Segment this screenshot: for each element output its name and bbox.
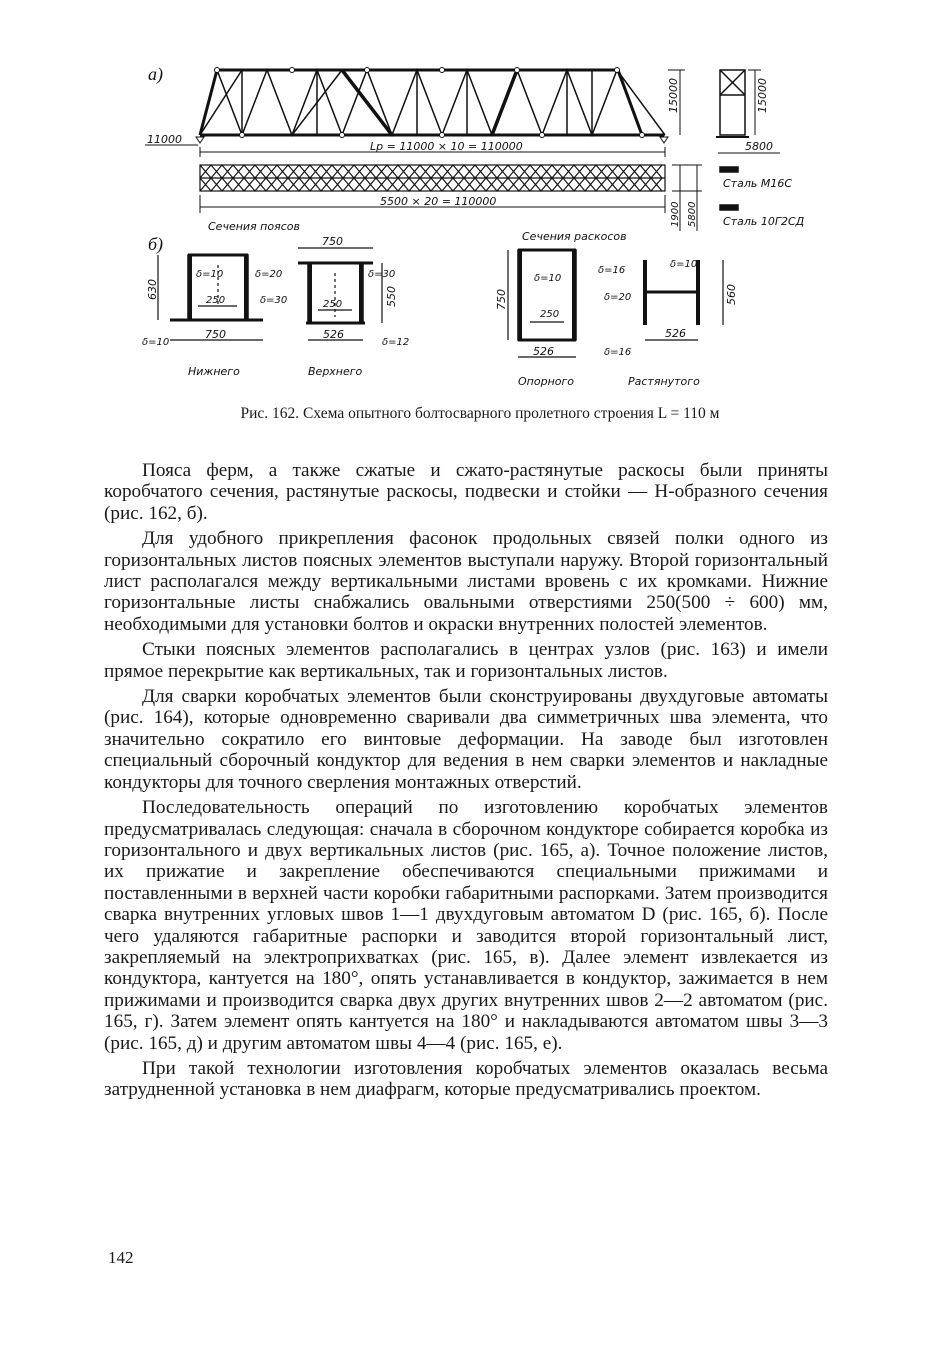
upper-chord-section	[298, 248, 382, 340]
lower-height-label: 630	[146, 279, 159, 300]
paragraph: При такой технологии изготовления коробчатых элементов оказалась весьма затрудненной установка в нем диафрагм, которые предусматривались проектом.	[104, 1057, 828, 1101]
support-height: 750	[495, 289, 508, 310]
lower-chord-name: Нижнего	[188, 365, 240, 378]
chord-sections-title: Сечения поясов	[208, 220, 300, 233]
paragraph: Стыки поясных элементов располагались в центрах узлов (рис. 163) и имели прямое перекрытие как вертикальных, так и горизонтальных листов.	[104, 639, 828, 682]
figure-162	[120, 55, 840, 400]
upper-chord-name: Верхнего	[308, 365, 363, 378]
tension-height: 560	[725, 284, 738, 305]
diagonal-sections-title: Сечения раскосов	[522, 230, 627, 243]
paragraph: Пояса ферм, а также сжатые и сжато-растянутые раскосы были приняты коробчатого сечения, растянутые раскосы, подвески и стойки — Н-образного сечения (рис. 162, б).	[104, 460, 828, 524]
tension-delta-web: δ=10	[670, 259, 698, 270]
side-width-label: 5800	[745, 140, 773, 153]
upper-width: 526	[323, 328, 344, 341]
dim-5800-label: 5800	[687, 201, 698, 227]
tension-diagonal-name: Растянутого	[628, 375, 700, 388]
side-height-label: 15000	[756, 78, 769, 113]
lower-delta-bottom: δ=10	[142, 337, 170, 348]
page-number: 142	[108, 1248, 134, 1267]
support-delta-bottom: δ=16	[604, 347, 632, 358]
support-diagonal-section	[508, 250, 576, 357]
dim-1900-label: 1900	[670, 201, 681, 227]
bracing-plan	[200, 165, 665, 191]
upper-delta-web: δ=30	[368, 269, 396, 280]
lower-delta-top: δ=10	[196, 269, 224, 280]
span-label: Lp = 11000 × 10 = 110000	[370, 140, 523, 153]
upper-delta-bottom: δ=12	[382, 337, 410, 348]
lower-delta-web: δ=20	[255, 269, 283, 280]
lower-width: 750	[205, 328, 226, 341]
support-delta-top: δ=10	[534, 273, 562, 284]
truss-elevation	[200, 70, 665, 135]
upper-height: 550	[385, 286, 398, 307]
truss-height-label: 15000	[667, 78, 680, 113]
support-width: 526	[533, 345, 554, 358]
lower-delta-side: δ=30	[260, 295, 288, 306]
tension-width: 526	[665, 327, 686, 340]
body-text	[104, 460, 828, 1105]
steel-2-label: Сталь 10Г2СД	[723, 215, 805, 228]
figure-caption: Рис. 162. Схема опытного болтосварного пролетного строения L = 110 м	[240, 405, 720, 422]
upper-top-width: 750	[322, 235, 343, 248]
tension-delta-flange: δ=16	[598, 265, 626, 276]
steel-1-label: Сталь М16С	[723, 177, 793, 190]
paragraph: Для удобного прикрепления фасонок продольных связей полки одного из горизонтальных листов поясных элементов выступали наружу. Второй горизонтальный лист располагался между вертикальными листами вровень с их кромками. Нижние горизонтальные листы снабжались овальными отверстиями 250(500 ÷ 600) мм, необходимыми для установки болтов и окраски внутренних полостей элементов.	[104, 528, 828, 635]
paragraph: Для сварки коробчатых элементов были сконструированы двухдуговые автоматы (рис. 164), которые одновременно сваривали два симметричных шва элемента, что значительно сократило его винтовые деформации. На заводе был изготовлен специальный сборочный кондуктор для ведения в нем сварки элементов и накладные кондукторы для точного сверления монтажных отверстий.	[104, 686, 828, 793]
panel-label-a: a)	[148, 64, 163, 84]
panel-label-b: б)	[148, 234, 164, 254]
support-delta-side: δ=20	[604, 292, 632, 303]
support-inner-width: 250	[540, 309, 560, 320]
bracing-label: 5500 × 20 = 110000	[380, 195, 497, 208]
support-diagonal-name: Опорного	[518, 375, 574, 388]
upper-inner-width: 250	[323, 299, 343, 310]
support-spacing-label: 11000	[147, 133, 182, 146]
lower-inner-width: 250	[206, 295, 226, 306]
paragraph: Последовательность операций по изготовлению коробчатых элементов предусматривалась следующая: сначала в сборочном кондукторе собирается коробка из горизонтального и двух вертикальных листов (рис. 165, а). Точное положение листов, их прижатие и закрепление обеспечиваются специальными прижимами и поставленными в верхней части коробки габаритными распорками. Затем производится сварка внутренних угловых швов 1—1 двухдуговым автоматом D (рис. 165, б). После чего удаляются габаритные распорки и заводится второй горизонтальный лист, закрепляемый на электроприхватках (рис. 165, в). Далее элемент извлекается из кондуктора, кантуется на 180°, опять устанавливается в кондуктор, зажимается в нем прижимами и производится сварка двух других внутренних швов 2—2 автоматом (рис. 165, г). Затем элемент опять кантуется на 180° и накладываются автоматом швы 3—3 (рис. 165, д) и другим автоматом швы 4—4 (рис. 165, е).	[104, 797, 828, 1054]
